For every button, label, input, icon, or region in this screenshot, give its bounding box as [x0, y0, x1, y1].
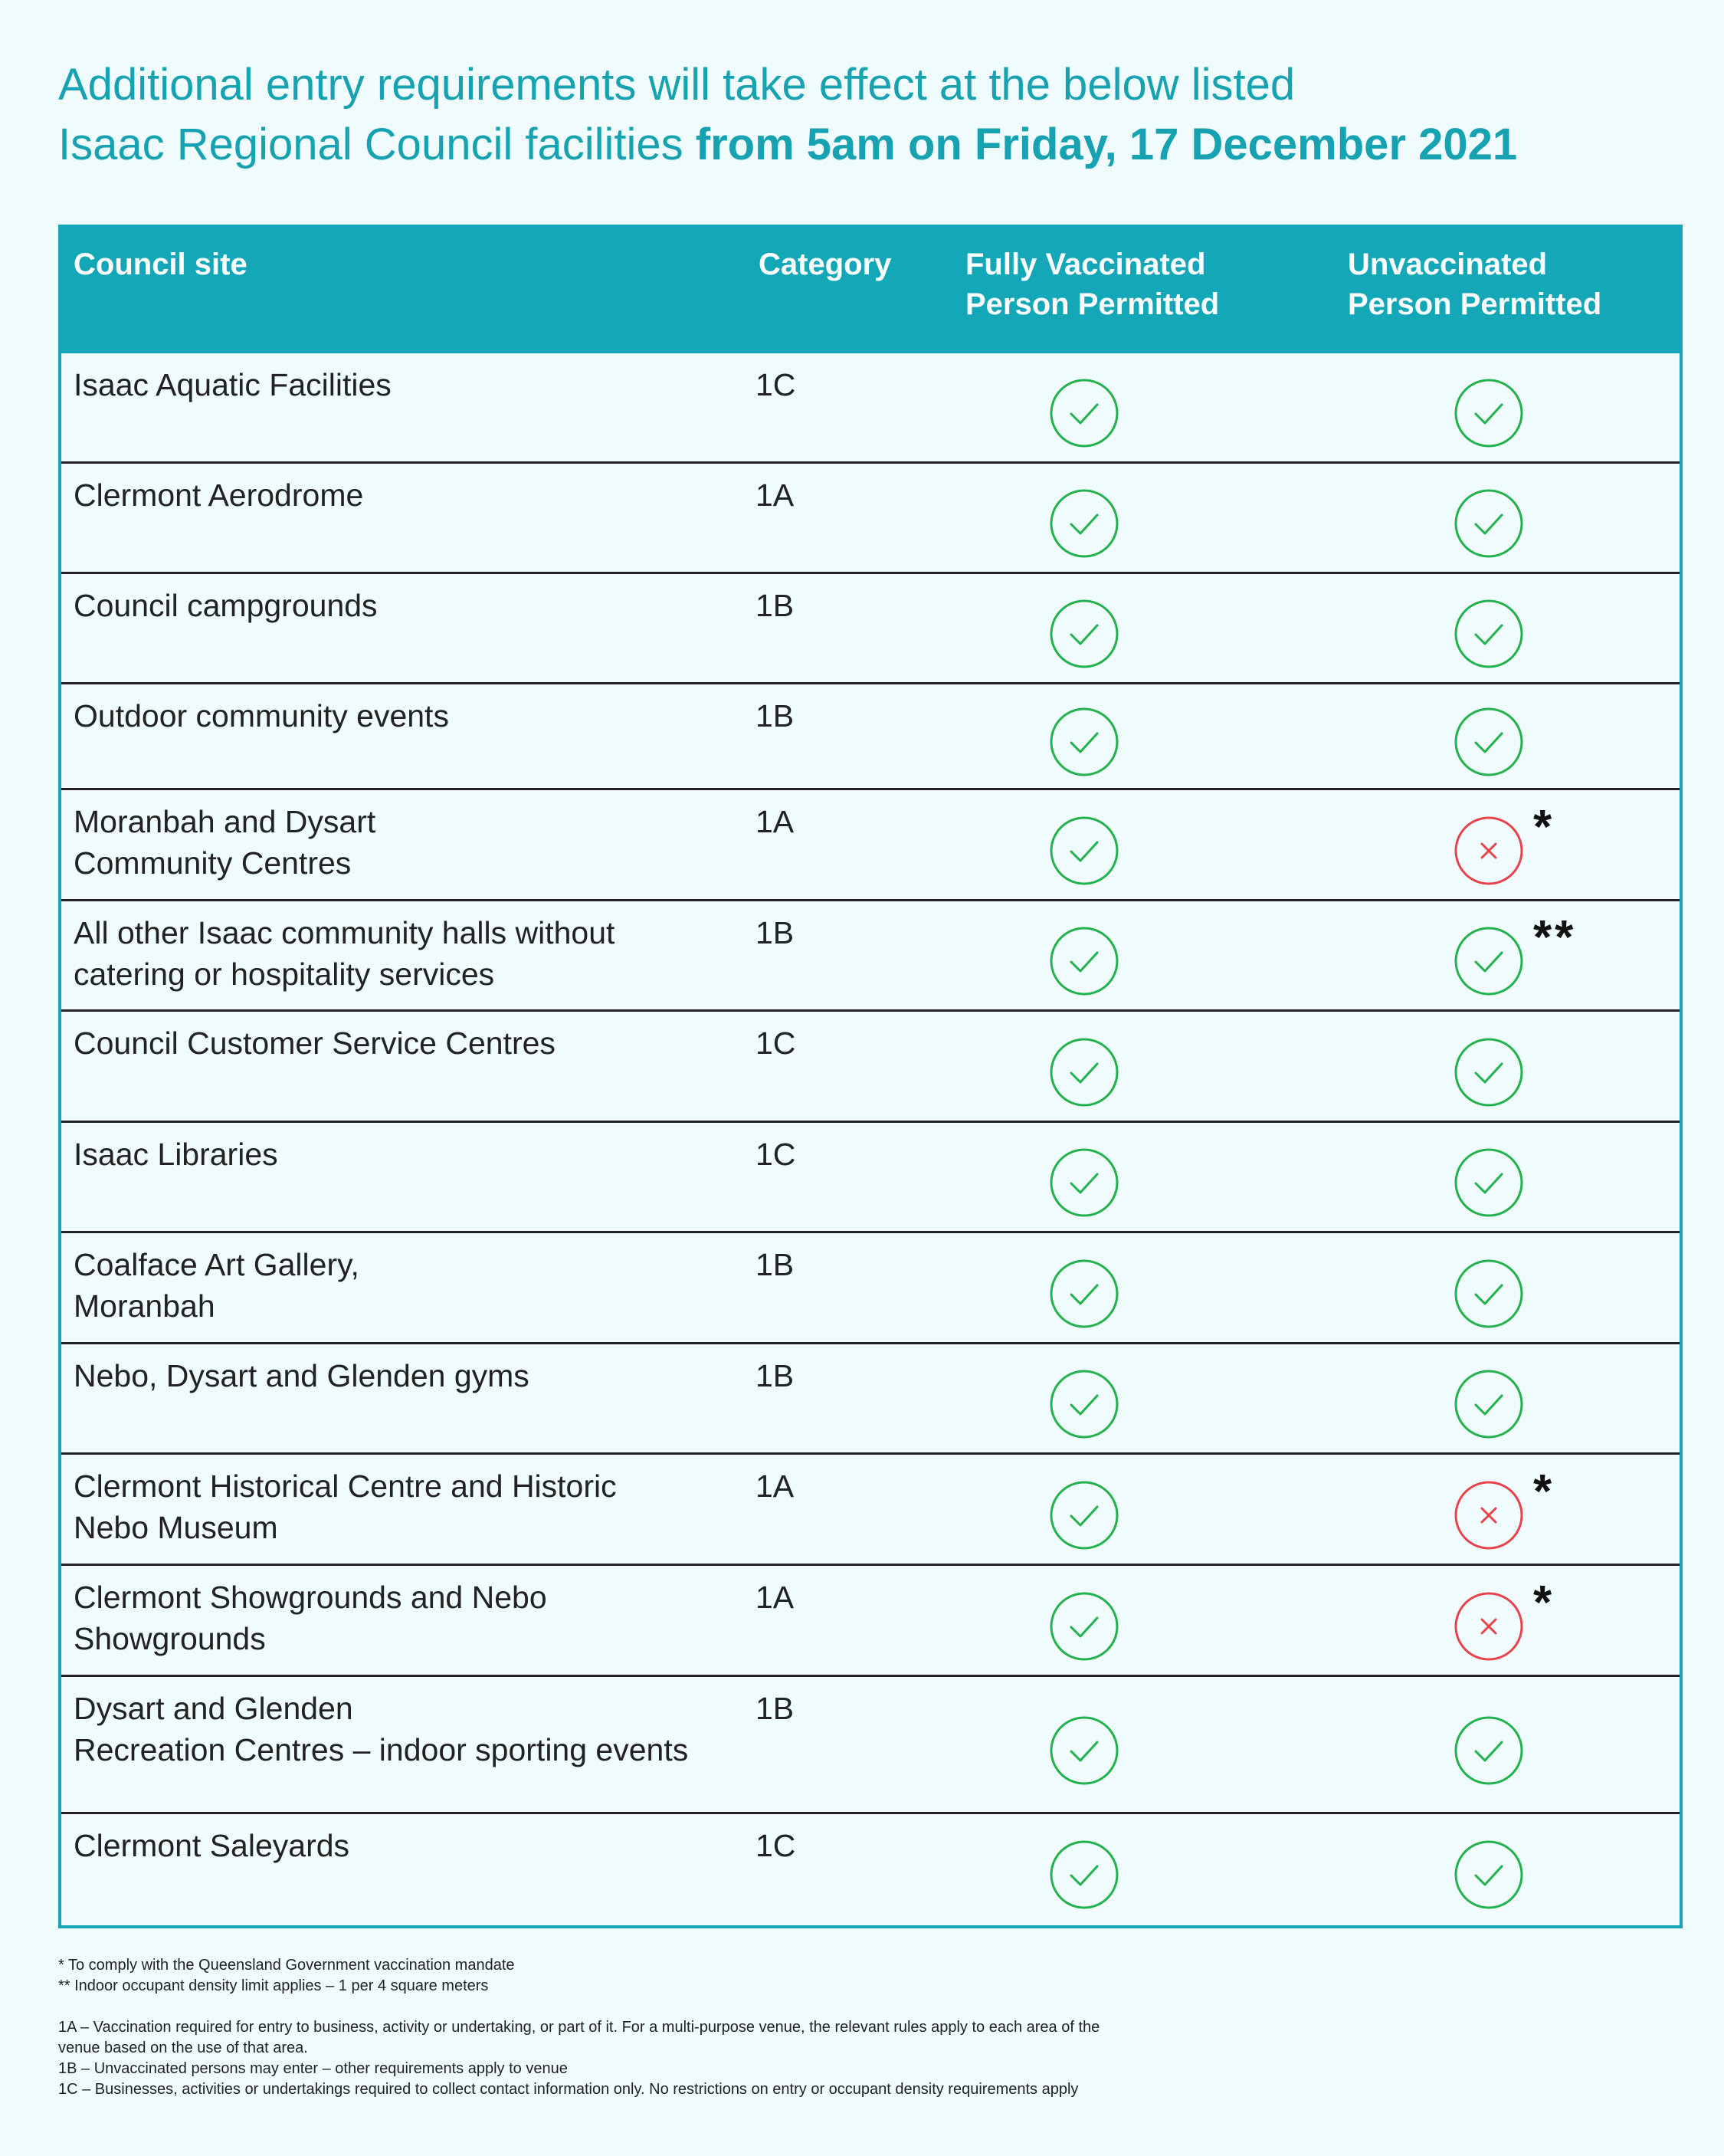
header-council-site: Council site	[74, 248, 247, 281]
check-circle-icon	[1454, 378, 1524, 448]
footnote-marker: *	[1533, 801, 1555, 854]
council-site-cell: Clermont Saleyards	[74, 1828, 350, 1863]
footnotes	[58, 1955, 1361, 2100]
check-circle-icon	[1454, 1839, 1524, 1910]
check-circle-icon	[1049, 1480, 1119, 1551]
check-circle-icon	[1049, 599, 1119, 669]
table-header	[61, 228, 1680, 353]
category-cell: 1A	[755, 477, 795, 513]
table-row	[61, 1566, 1680, 1677]
header-fully-vaccinated	[965, 244, 1219, 324]
cross-circle-icon	[1454, 1480, 1524, 1551]
council-site-cell: Clermont Aerodrome	[74, 477, 364, 513]
header-unvaccinated-line1: Unvaccinated	[1348, 248, 1548, 281]
council-site-cell: Council campgrounds	[74, 588, 378, 623]
check-circle-icon	[1049, 1715, 1119, 1786]
title-line-2	[58, 115, 1683, 175]
category-cell: 1C	[755, 367, 796, 402]
council-site-cell: Nebo, Dysart and Glenden gyms	[74, 1358, 529, 1393]
council-site-cell: Dysart and Glenden Recreation Centres – indoor sporting events	[74, 1691, 689, 1767]
check-circle-icon	[1049, 1147, 1119, 1218]
category-cell: 1C	[755, 1828, 796, 1863]
cross-circle-icon	[1454, 1591, 1524, 1662]
table-row	[61, 574, 1680, 684]
check-circle-icon	[1049, 1839, 1119, 1910]
table-row	[61, 1677, 1680, 1814]
table-row	[61, 1123, 1680, 1233]
category-cell: 1B	[755, 698, 795, 733]
council-site-cell: Coalface Art Gallery, Moranbah	[74, 1247, 359, 1324]
council-site-cell: Moranbah and Dysart Community Centres	[74, 804, 376, 881]
table-row	[61, 1012, 1680, 1123]
footnote-marker: *	[1533, 1465, 1555, 1518]
header-unvaccinated-line2: Person Permitted	[1348, 287, 1602, 321]
category-cell: 1B	[755, 1691, 795, 1726]
table-row	[61, 1814, 1680, 1925]
check-circle-icon	[1049, 1037, 1119, 1108]
check-circle-icon	[1454, 488, 1524, 559]
council-site-cell: Council Customer Service Centres	[74, 1025, 556, 1061]
category-cell: 1B	[755, 588, 795, 623]
council-site-cell: Clermont Showgrounds and Nebo Showgrounds	[74, 1580, 547, 1656]
category-cell: 1C	[755, 1025, 796, 1061]
title-line-1: Additional entry requirements will take effect at the below listed	[58, 60, 1296, 110]
header-fully-vaccinated-line2: Person Permitted	[965, 287, 1220, 321]
title-line-2-date: from 5am on Friday, 17 December 2021	[695, 120, 1518, 169]
cross-circle-icon	[1454, 815, 1524, 886]
council-site-cell: Isaac Aquatic Facilities	[74, 367, 392, 402]
category-cell: 1B	[755, 915, 795, 950]
table-row	[61, 1233, 1680, 1344]
check-circle-icon	[1049, 926, 1119, 996]
council-site-cell: Clermont Historical Centre and Historic Nebo Museum	[74, 1469, 617, 1545]
table-row	[61, 353, 1680, 464]
check-circle-icon	[1454, 1037, 1524, 1108]
council-site-cell: All other Isaac community halls without catering or hospitality services	[74, 915, 615, 992]
footnote-single-star: * To comply with the Queensland Government vaccination mandate	[58, 1957, 515, 1974]
table-body	[61, 353, 1680, 1925]
check-circle-icon	[1049, 1369, 1119, 1439]
check-circle-icon	[1454, 926, 1524, 996]
check-circle-icon	[1454, 1258, 1524, 1329]
check-circle-icon	[1049, 1591, 1119, 1662]
category-cell: 1B	[755, 1358, 795, 1393]
check-circle-icon	[1454, 1369, 1524, 1439]
check-circle-icon	[1454, 1147, 1524, 1218]
category-cell: 1C	[755, 1137, 796, 1172]
table-row	[61, 901, 1680, 1012]
table-row	[61, 684, 1680, 790]
table-row	[61, 1455, 1680, 1566]
category-cell: 1B	[755, 1247, 795, 1282]
footnote-1b: 1B – Unvaccinated persons may enter – other requirements apply to venue	[58, 2060, 568, 2077]
header-fully-vaccinated-line1: Fully Vaccinated	[965, 248, 1206, 281]
check-circle-icon	[1049, 1258, 1119, 1329]
council-site-cell: Outdoor community events	[74, 698, 449, 733]
check-circle-icon	[1454, 1715, 1524, 1786]
footnote-marker: *	[1533, 1577, 1555, 1629]
check-circle-icon	[1049, 707, 1119, 777]
footnote-1a-line1: 1A – Vaccination required for entry to business, activity or undertaking, or part of it. For a multi-purpose venue, the relevant rules apply to each area of the	[58, 2019, 1100, 2036]
check-circle-icon	[1454, 599, 1524, 669]
council-site-cell: Isaac Libraries	[74, 1137, 278, 1172]
table-row	[61, 464, 1680, 574]
category-cell: 1A	[755, 1580, 795, 1615]
check-circle-icon	[1049, 378, 1119, 448]
table-row	[61, 790, 1680, 901]
footnote-marker: **	[1533, 911, 1577, 964]
category-cell: 1A	[755, 804, 795, 839]
table-row	[61, 1344, 1680, 1455]
title-line-2-regular: Isaac Regional Council facilities	[58, 120, 696, 169]
facilities-table	[58, 225, 1683, 1928]
header-category: Category	[759, 248, 892, 281]
check-circle-icon	[1049, 488, 1119, 559]
footnote-double-star: ** Indoor occupant density limit applies – 1 per 4 square meters	[58, 1977, 489, 1994]
footnote-1c: 1C – Businesses, activities or undertakings required to collect contact information only. No restrictions on entry or occupant density requirements apply	[58, 2081, 1079, 2098]
page-title	[58, 55, 1683, 175]
check-circle-icon	[1454, 707, 1524, 777]
check-circle-icon	[1049, 815, 1119, 886]
footnote-1a-line2: venue based on the use of that area.	[58, 2040, 308, 2056]
header-unvaccinated	[1348, 244, 1601, 324]
category-cell: 1A	[755, 1469, 795, 1504]
